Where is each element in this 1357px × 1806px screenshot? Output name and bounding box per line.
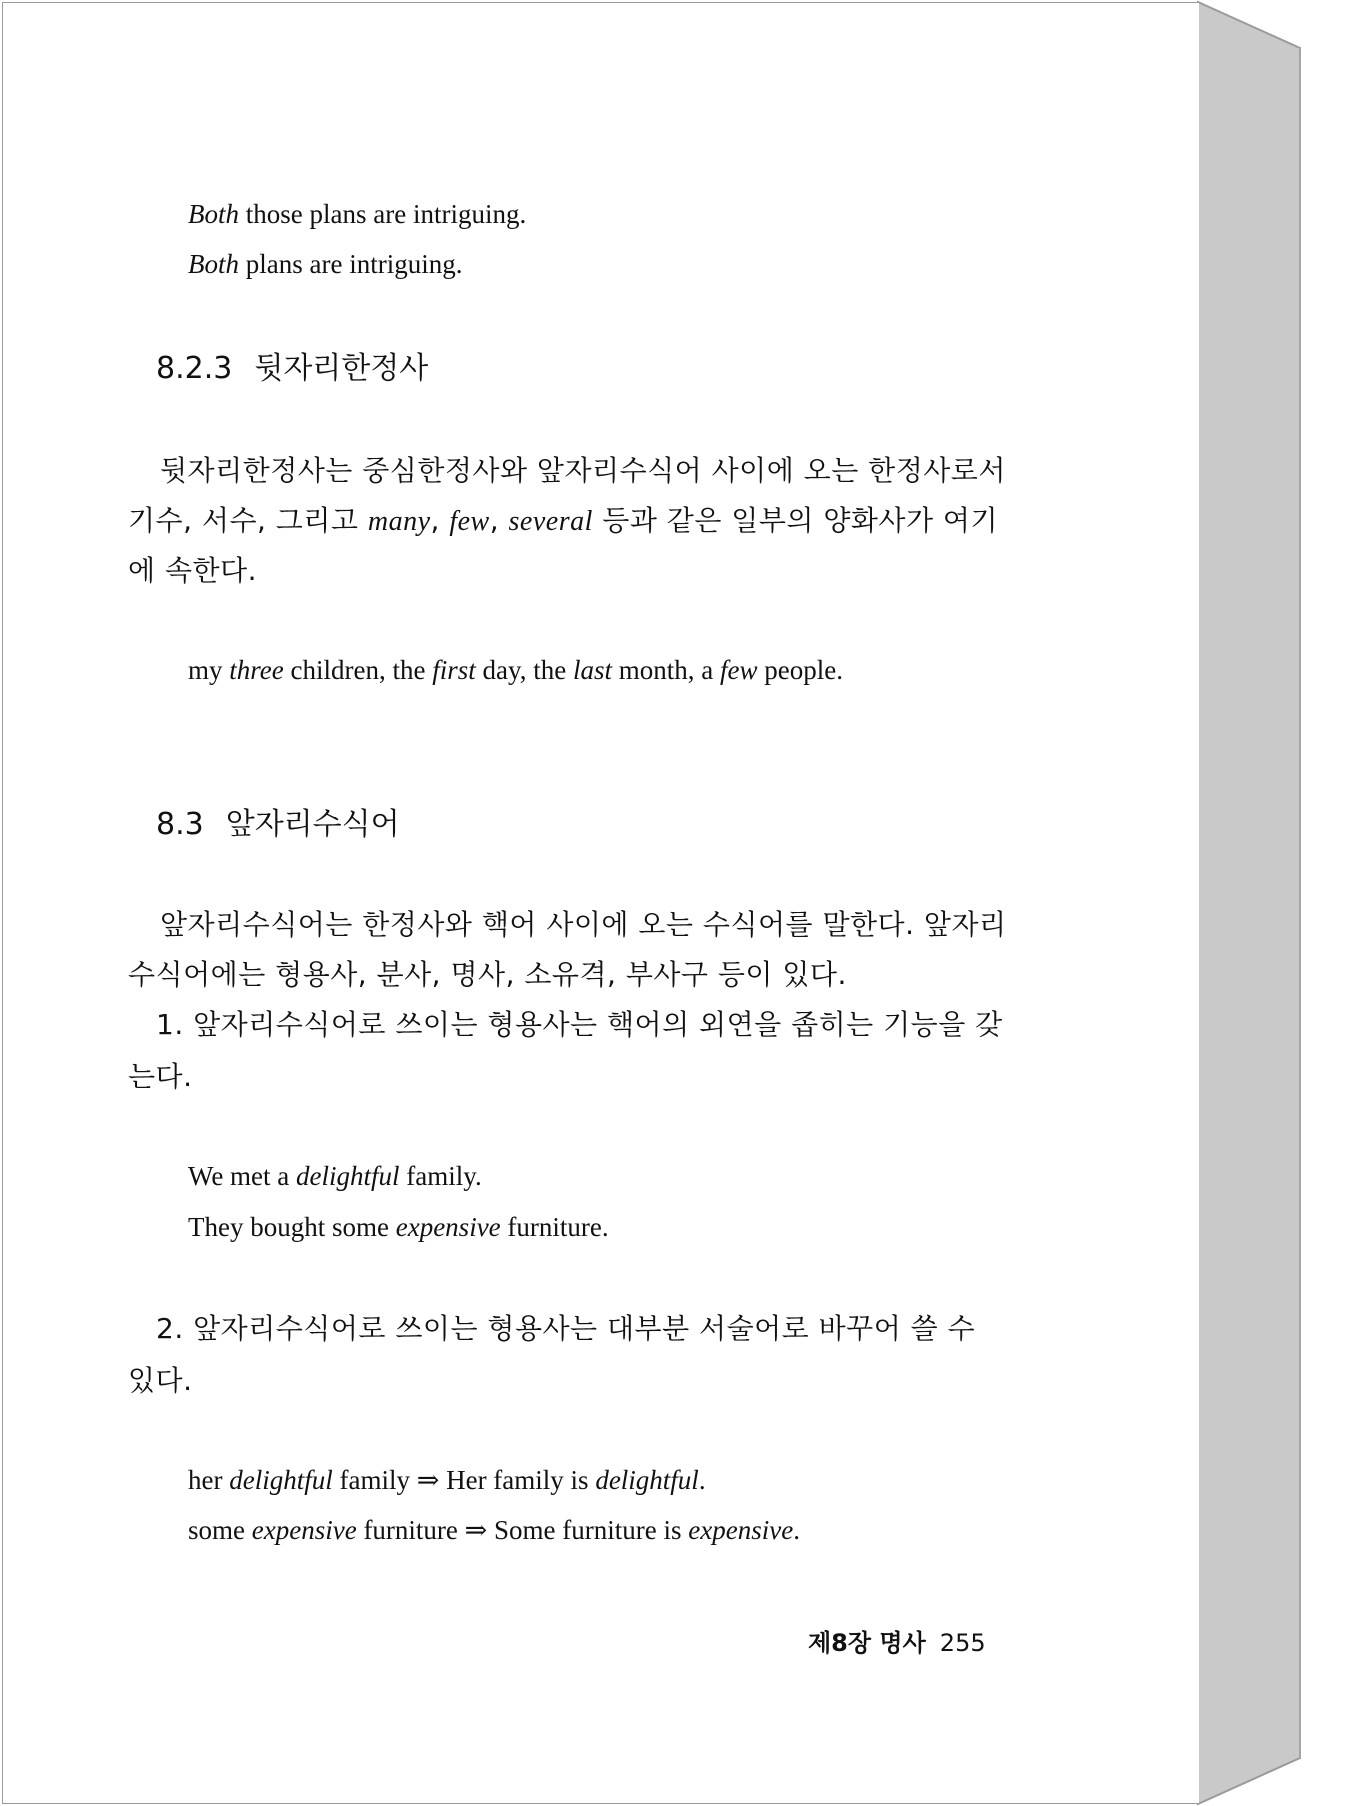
paragraph-line: 앞자리수식어는 한정사와 핵어 사이에 오는 수식어를 말한다. 앞자리	[160, 908, 1007, 941]
example-line: my three children, the first day, the last month, a few people.	[188, 655, 843, 685]
page-footer	[808, 1623, 986, 1658]
example-line: Both those plans are intriguing.	[188, 199, 527, 229]
paragraph-line: 에 속한다.	[128, 554, 257, 587]
example-line: We met a delightful family.	[188, 1161, 482, 1191]
paragraph-line: 수식어에는 형용사, 분사, 명사, 소유격, 부사구 등이 있다.	[128, 958, 847, 991]
example-line: her delightful family ⇒ Her family is delightful.	[188, 1465, 706, 1495]
example-line: They bought some expensive furniture.	[188, 1212, 609, 1242]
section-heading: 8.3 앞자리수식어	[156, 807, 400, 842]
chapter-label: 제8장 명사	[808, 1629, 926, 1657]
example-line: some expensive furniture ⇒ Some furniture is expensive.	[188, 1515, 800, 1545]
page-number: 255	[939, 1629, 986, 1657]
list-item-line: 는다.	[128, 1060, 193, 1093]
section-heading: 8.2.3 뒷자리한정사	[156, 351, 429, 386]
paragraph-line: 뒷자리한정사는 중심한정사와 앞자리수식어 사이에 오는 한정사로서	[160, 454, 1006, 487]
paragraph-line: 기수, 서수, 그리고 many, few, several 등과 같은 일부의 양화사가 여기	[128, 504, 999, 537]
list-item-line: 2. 앞자리수식어로 쓰이는 형용사는 대부분 서술어로 바꾸어 쓸 수	[156, 1312, 976, 1345]
list-item-line: 1. 앞자리수식어로 쓰이는 형용사는 핵어의 외연을 좁히는 기능을 갖	[156, 1008, 1003, 1041]
example-line: Both plans are intriguing.	[188, 249, 463, 279]
list-item-line: 있다.	[128, 1364, 193, 1397]
